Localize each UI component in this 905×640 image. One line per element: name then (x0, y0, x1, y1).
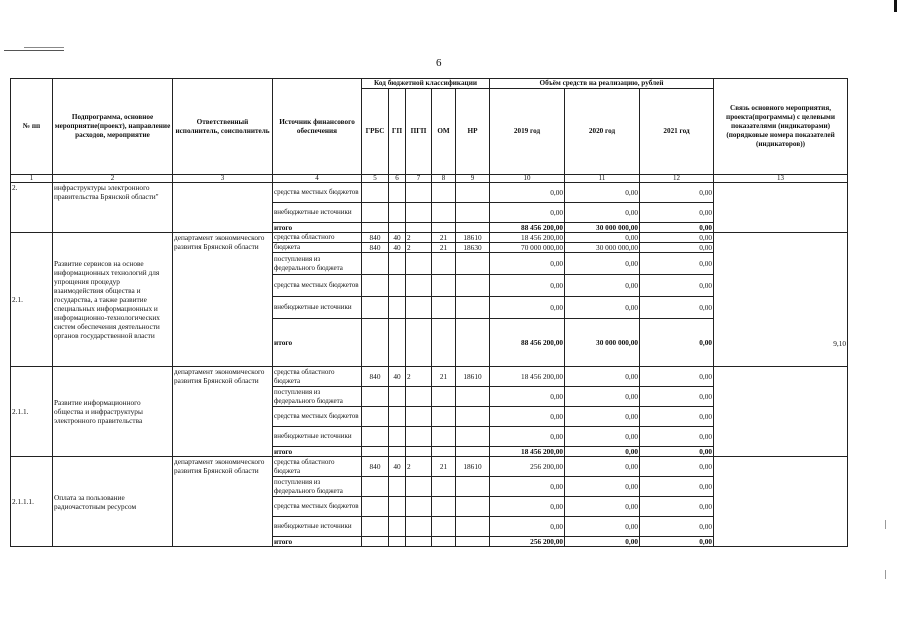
code-np: 18610 (456, 457, 490, 477)
value-cell: 0,00 (490, 253, 565, 275)
source-cell: средства местных бюджетов (273, 407, 362, 427)
source-cell: средства местных бюджетов (273, 497, 362, 517)
row-num: 2.1.1.1. (11, 457, 53, 547)
value-cell: 0,00 (640, 253, 714, 275)
value-cell: 0,00 (490, 517, 565, 537)
col-number: 8 (432, 175, 456, 183)
value-cell: 0,00 (640, 203, 714, 223)
value-cell: 0,00 (565, 517, 640, 537)
scan-speck (885, 520, 886, 529)
header-np: НР (456, 89, 490, 175)
value-cell: 18 456 200,00 (490, 447, 565, 457)
value-cell: 0,00 (640, 183, 714, 203)
scan-speck (885, 570, 886, 579)
value-cell: 30 000 000,00 (565, 319, 640, 367)
source-cell: итого (273, 447, 362, 457)
table-row (11, 183, 848, 203)
source-cell: итого (273, 537, 362, 547)
col-number: 13 (714, 175, 848, 183)
header-2021: 2021 год (640, 89, 714, 175)
header-2019: 2019 год (490, 89, 565, 175)
row-num: 2.1. (11, 233, 53, 367)
col-number: 5 (362, 175, 389, 183)
header-pgp: ПГП (406, 89, 432, 175)
value-cell: 0,00 (640, 537, 714, 547)
value-cell: 0,00 (565, 253, 640, 275)
col-number: 4 (273, 175, 362, 183)
value-cell: 0,00 (490, 497, 565, 517)
row-name: Развитие информационного общества и инфраструктуры электронного правительства (53, 367, 173, 457)
value-cell: 0,00 (640, 407, 714, 427)
source-cell: бюджета (273, 243, 362, 253)
value-cell: 30 000 000,00 (565, 223, 640, 233)
code-gp: 40 (389, 233, 406, 243)
value-cell: 0,00 (565, 183, 640, 203)
col-number: 3 (173, 175, 273, 183)
value-cell: 0,00 (490, 183, 565, 203)
col-number: 12 (640, 175, 714, 183)
value-cell: 88 456 200,00 (490, 319, 565, 367)
code-grbs: 840 (362, 243, 389, 253)
page-number: 6 (436, 57, 442, 69)
value-cell: 0,00 (640, 367, 714, 387)
source-cell: внебюджетные источники (273, 427, 362, 447)
value-cell: 0,00 (565, 233, 640, 243)
code-grbs: 840 (362, 367, 389, 387)
row-executor: департамент экономического развития Брянской области (173, 457, 273, 547)
header-subprogram: Подпрограмма, основное мероприятие(проект), направление расходов, мероприятие (53, 79, 173, 175)
header-source: Источник финансового обеспечения (273, 79, 362, 175)
scan-mark (24, 47, 64, 48)
value-cell: 0,00 (640, 477, 714, 497)
indicator-cell: 9,10 (714, 233, 848, 367)
link-cell (714, 183, 848, 233)
code-grbs: 840 (362, 233, 389, 243)
value-cell: 0,00 (640, 223, 714, 233)
value-cell: 0,00 (640, 387, 714, 407)
value-cell: 0,00 (640, 297, 714, 319)
row-executor (173, 183, 273, 233)
table-row (11, 367, 848, 387)
source-cell: средства местных бюджетов (273, 275, 362, 297)
value-cell: 0,00 (640, 457, 714, 477)
value-cell: 0,00 (490, 297, 565, 319)
col-number: 11 (565, 175, 640, 183)
value-cell: 0,00 (490, 477, 565, 497)
code-om: 21 (432, 243, 456, 253)
value-cell: 18 456 200,00 (490, 233, 565, 243)
source-cell: средства областного бюджета (273, 457, 362, 477)
header-2020: 2020 год (565, 89, 640, 175)
source-cell: поступления из федерального бюджета (273, 253, 362, 275)
col-number: 6 (389, 175, 406, 183)
col-number: 9 (456, 175, 490, 183)
value-cell: 30 000 000,00 (565, 243, 640, 253)
code-om: 21 (432, 367, 456, 387)
value-cell: 256 200,00 (490, 537, 565, 547)
value-cell: 0,00 (640, 517, 714, 537)
col-number: 10 (490, 175, 565, 183)
value-cell: 0,00 (565, 407, 640, 427)
source-cell: средства областного бюджета (273, 367, 362, 387)
row-num: 2.1.1. (11, 367, 53, 457)
value-cell: 0,00 (490, 275, 565, 297)
source-cell: внебюджетные источники (273, 517, 362, 537)
code-np: 18610 (456, 233, 490, 243)
code-np: 18630 (456, 243, 490, 253)
source-cell: средства местных бюджетов (273, 183, 362, 203)
col-number: 7 (406, 175, 432, 183)
value-cell: 0,00 (640, 497, 714, 517)
budget-table-container (10, 78, 847, 547)
value-cell: 0,00 (565, 275, 640, 297)
value-cell: 0,00 (565, 387, 640, 407)
code-gp: 40 (389, 457, 406, 477)
value-cell: 0,00 (640, 243, 714, 253)
code-gp: 40 (389, 243, 406, 253)
value-cell: 256 200,00 (490, 457, 565, 477)
code-pgp: 2 (406, 243, 432, 253)
value-cell: 0,00 (490, 407, 565, 427)
header-gp: ГП (389, 89, 406, 175)
header-num: № пп (11, 79, 53, 175)
header-link: Связь основного мероприятия, проекта(программы) с целевыми показателями (индикаторами) (порядковые номера показателей (индикаторов)) (714, 79, 848, 175)
code-om: 21 (432, 457, 456, 477)
row-name: Оплата за пользование радиочастотным ресурсом (53, 457, 173, 547)
source-cell: средства областного (273, 233, 362, 243)
row-name: инфраструктуры электронного правительства Брянской области" (53, 183, 173, 233)
value-cell: 0,00 (640, 447, 714, 457)
column-numbers-row (11, 175, 848, 183)
scan-mark (894, 0, 897, 12)
value-cell: 0,00 (490, 387, 565, 407)
value-cell: 0,00 (565, 297, 640, 319)
table-row (11, 233, 848, 243)
header-executor: Ответственный исполнитель, соисполнитель (173, 79, 273, 175)
source-cell: поступления из федерального бюджета (273, 477, 362, 497)
value-cell: 0,00 (490, 427, 565, 447)
row-executor: департамент экономического развития Брянской области (173, 367, 273, 457)
value-cell: 0,00 (565, 203, 640, 223)
source-cell: итого (273, 319, 362, 367)
source-cell: поступления из федерального бюджета (273, 387, 362, 407)
source-cell: внебюджетные источники (273, 203, 362, 223)
value-cell: 0,00 (565, 447, 640, 457)
value-cell: 0,00 (565, 497, 640, 517)
value-cell: 0,00 (640, 427, 714, 447)
source-cell: внебюджетные источники (273, 297, 362, 319)
header-om: ОМ (432, 89, 456, 175)
code-pgp: 2 (406, 233, 432, 243)
value-cell: 70 000 000,00 (490, 243, 565, 253)
header-kbk-group: Код бюджетной классификации (362, 79, 490, 89)
link-cell (714, 367, 848, 457)
value-cell: 0,00 (490, 203, 565, 223)
code-pgp: 2 (406, 367, 432, 387)
col-number: 2 (53, 175, 173, 183)
table-row (11, 457, 848, 477)
code-grbs: 840 (362, 457, 389, 477)
code-gp: 40 (389, 367, 406, 387)
value-cell: 0,00 (640, 275, 714, 297)
value-cell: 0,00 (565, 537, 640, 547)
value-cell: 0,00 (640, 319, 714, 367)
source-cell: итого (273, 223, 362, 233)
code-om: 21 (432, 233, 456, 243)
value-cell: 18 456 200,00 (490, 367, 565, 387)
row-executor: департамент экономического развития Брянской области (173, 233, 273, 367)
value-cell: 0,00 (565, 477, 640, 497)
row-name: Развитие сервисов на основе информационных технологий для упрощения процедур взаимодействия общества и государства, а также развитие специальных информационных и информационно-технологических систем обеспечения деятельности органов государственной власти (53, 233, 173, 367)
scan-mark (4, 50, 64, 51)
code-pgp: 2 (406, 457, 432, 477)
budget-table (10, 78, 848, 547)
value-cell: 0,00 (565, 457, 640, 477)
value-cell: 88 456 200,00 (490, 223, 565, 233)
header-volume-group: Объём средств на реализацию, рублей (490, 79, 714, 89)
link-cell (714, 457, 848, 547)
header-grbs: ГРБС (362, 89, 389, 175)
value-cell: 0,00 (640, 233, 714, 243)
value-cell: 0,00 (565, 367, 640, 387)
code-np: 18610 (456, 367, 490, 387)
value-cell: 0,00 (565, 427, 640, 447)
row-num: 2. (11, 183, 53, 233)
col-number: 1 (11, 175, 53, 183)
